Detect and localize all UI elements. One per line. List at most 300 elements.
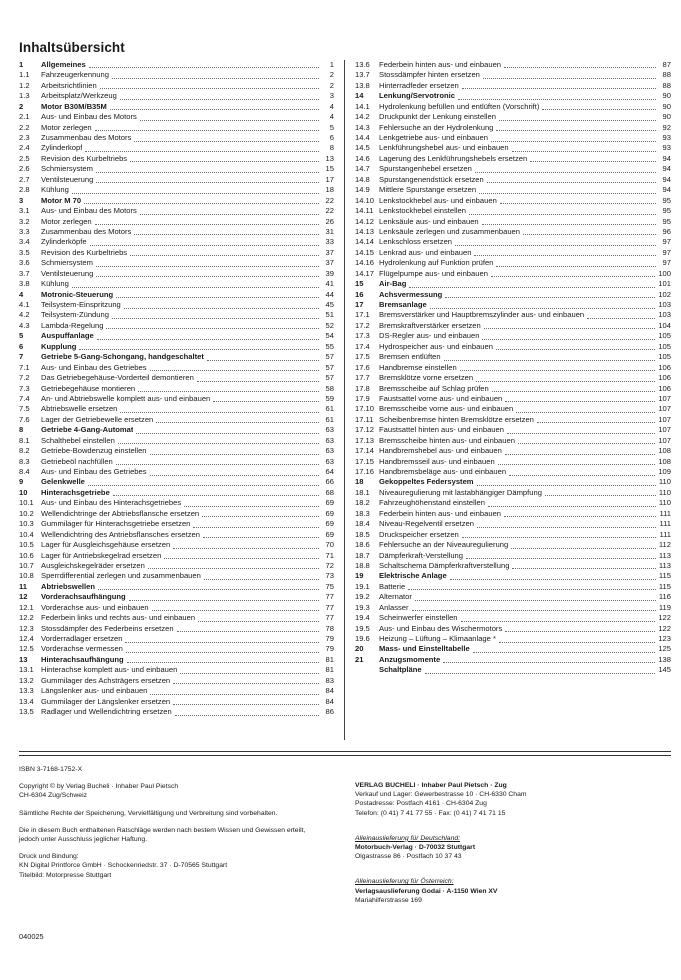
toc-entry-page: 94 [662,153,671,163]
toc-dot-leader [415,600,656,601]
toc-entry-page: 81 [325,665,334,675]
toc-dot-leader [504,67,656,68]
toc-dot-leader [138,391,319,392]
toc-dot-leader [512,568,655,569]
toc-entry-title: Handbremsbeläge aus- und einbauen [379,467,507,477]
toc-entry-number: 17.13 [355,435,375,445]
toc-entry-page: 93 [662,143,671,153]
toc-entry [19,290,334,300]
toc-entry-title: Achsvermessung [379,289,443,299]
toc-entry-page: 107 [658,404,671,414]
toc-dot-leader [173,704,319,705]
toc-entry-page: 8 [329,143,334,153]
toc-entry-page: 90 [662,101,671,111]
toc-entry [355,624,671,634]
toc-entry-number: 3.4 [19,237,30,247]
toc-entry-number: 13.8 [355,80,370,90]
toc-entry [355,112,671,122]
toc-entry-title: Bremsverstärker und Hauptbremszylinder aus- und einbauen [379,310,585,320]
toc-entry [355,227,671,237]
publisher-name: VERLAG BUCHELI · Inhaber Paul Pietsch · Zug [355,782,507,789]
toc-dot-leader [512,151,656,152]
toc-entry-number: 2 [19,101,24,111]
toc-entry [355,634,671,644]
toc-entry [19,582,334,592]
toc-entry-title: Faustsattel vorne aus- und einbauen [379,393,503,403]
toc-entry-title: Aus- und Einbau des Hinterachsgetriebes [41,498,182,508]
toc-entry-number: 2.8 [19,185,30,195]
toc-entry-number: 17.4 [355,341,370,351]
toc-entry-page: 41 [325,279,334,289]
column-divider [344,60,345,740]
toc-entry-title: Vorderradlager ersetzen [41,634,123,644]
toc-dot-leader [488,506,656,507]
toc-dot-leader [425,673,656,674]
toc-dot-leader [412,610,656,611]
postal-address: Postadresse: Postfach 4161 · CH-6304 Zug [355,800,487,808]
toc-dot-leader [492,391,656,392]
toc-dot-leader [458,99,656,100]
toc-dot-leader [136,433,319,434]
toc-entry-number: 17.6 [355,362,370,372]
toc-entry-page: 123 [658,634,671,644]
toc-dot-leader [445,297,655,298]
toc-dot-leader [542,109,656,110]
toc-dot-leader [112,318,319,319]
toc-entry-title: Aus- und Einbau des Getriebes [41,467,147,477]
toc-dot-leader [193,527,319,528]
toc-dot-leader [90,245,319,246]
imprint-right [355,781,675,905]
toc-entry-title: Hinterachsgetriebe [41,487,110,497]
toc-entry-page: 5 [329,122,334,132]
toc-entry-number: 8.4 [19,467,30,477]
toc-entry-title: Handbremshebel aus- und einbauen [379,446,502,456]
germany-label: Alleinauslieferung für Deutschland: [355,834,461,842]
toc-entry-page: 3 [329,91,334,101]
toc-entry-page: 72 [325,560,334,570]
toc-entry-page: 51 [325,310,334,320]
toc-entry-title: Scheibenbremse hinten Bremsklötze ersetzen [379,414,534,424]
toc-entry [355,613,671,623]
toc-entry-page: 110 [658,477,671,487]
toc-entry [19,707,334,717]
toc-dot-leader [587,318,655,319]
toc-entry-title: Ausgleichskegelräder ersetzen [41,560,145,570]
toc-entry-page: 86 [325,707,334,717]
toc-entry-page: 94 [662,174,671,184]
printer: KN Digital Printforce GmbH · Schockenriedstr. 37 · D-70565 Stuttgart [19,862,228,870]
toc-entry-number: 2.5 [19,153,30,163]
toc-dot-leader [110,109,319,110]
toc-entry-number: 2.7 [19,174,30,184]
toc-entry-number: 6 [19,341,24,351]
toc-entry-number: 12.2 [19,613,34,623]
toc-dot-leader [89,67,319,68]
toc-entry-page: 108 [658,446,671,456]
phone-fax: Telefon: (0 41) 7 41 77 55 · Fax: (0 41) 7 41 71 15 [355,809,506,817]
austria-label: Alleinauslieferung für Österreich: [355,878,454,886]
toc-entry-page: 77 [325,592,334,602]
toc-entry [355,519,671,529]
toc-dot-leader [409,287,655,288]
toc-entry-number: 18 [355,477,364,487]
toc-dot-leader [173,548,319,549]
toc-entry [355,457,671,467]
toc-entry-number: 14.2 [355,112,370,122]
isbn: ISBN 3-7168-1752-X [19,766,83,773]
toc-entry-page: 70 [325,540,334,550]
toc-entry-title: Zusammenbau des Motors [41,133,132,143]
toc-entry-title: Bremsscheibe vorne aus- und einbauen [379,404,514,414]
toc-entry-title: Motor B30M/B35M [41,101,107,111]
toc-entry [355,530,671,540]
toc-dot-leader [127,662,319,663]
toc-entry-page: 77 [325,613,334,623]
toc-entry-page: 145 [658,665,671,675]
toc-entry [355,311,671,321]
toc-entry [355,363,671,373]
toc-entry-title: Lenksäule zerlegen und zusammenbauen [379,226,521,236]
toc-entry-number: 3.3 [19,226,30,236]
toc-entry-title: Scheinwerfer einstellen [379,613,458,623]
toc-entry-page: 115 [658,581,671,591]
toc-entry-page: 108 [658,456,671,466]
toc-entry-title: Revision des Kurbeltriebs [41,153,128,163]
toc-entry [355,342,671,352]
toc-entry-number: 3.7 [19,268,30,278]
toc-entry-page: 100 [658,268,671,278]
toc-entry-number: 18.8 [355,560,370,570]
toc-entry-title: Lambda-Regelung [41,320,104,330]
toc-entry-number: 9 [19,477,24,487]
toc-entry-title: Flügelpumpe aus- und einbauen [379,268,488,278]
toc-entry-page: 2 [329,80,334,90]
toc-entry-page: 52 [325,320,334,330]
toc-entry [355,70,671,80]
toc-entry [355,248,671,258]
toc-entry-page: 69 [325,508,334,518]
toc-entry-title: Lenksäule aus- und einbauen [379,216,479,226]
toc-entry-page: 69 [325,498,334,508]
toc-right-column [355,60,671,676]
toc-entry-title: Gummilager für Hinterachsgetriebe ersetzen [41,519,191,529]
toc-entry-page: 122 [658,623,671,633]
toc-dot-leader [140,120,319,121]
toc-entry [19,373,334,383]
toc-entry-title: Arbeitsplatz/Werkzeug [41,91,117,101]
toc-dot-leader [134,141,319,142]
toc-entry [19,478,334,488]
toc-dot-leader [482,339,655,340]
toc-entry-number: 18.3 [355,508,370,518]
toc-dot-leader [125,642,319,643]
toc-entry [355,60,671,70]
toc-entry [355,154,671,164]
toc-entry-number: 8 [19,425,24,435]
toc-entry-page: 94 [662,164,671,174]
toc-entry [355,446,671,456]
toc-entry-number: 7.3 [19,383,30,393]
toc-entry-number: 3.1 [19,206,30,216]
toc-entry-number: 14.12 [355,216,375,226]
toc-entry [19,81,334,91]
toc-entry-page: 55 [325,341,334,351]
toc-entry-title: An- und Abtriebswelle komplett aus- und einbauen [41,393,211,403]
toc-entry-title: Wellendichtring des Antriebsflansches ersetzen [41,529,200,539]
toc-entry-number: 13.4 [19,696,34,706]
toc-entry [19,467,334,477]
toc-entry [355,237,671,247]
toc-entry-number: 3.6 [19,258,30,268]
toc-entry-number: 20 [355,644,364,654]
toc-entry-number: 17.8 [355,383,370,393]
toc-entry-page: 107 [658,425,671,435]
toc-entry-number: 7.4 [19,393,30,403]
toc-dot-leader [474,255,656,256]
toc-entry [355,540,671,550]
toc-entry-number: 13.2 [19,675,34,685]
toc-entry-page: 73 [325,571,334,581]
toc-entry-number: 3.2 [19,216,30,226]
toc-entry-number: 12.5 [19,644,34,654]
toc-entry-page: 61 [325,414,334,424]
toc-entry-number: 10.3 [19,519,34,529]
toc-entry-title: Air-Bag [379,279,407,289]
toc-entry-title: Federbein hinten aus- und einbauen [379,508,502,518]
toc-entry [19,613,334,623]
toc-dot-leader [164,558,319,559]
toc-entry-title: Vorderachse vermessen [41,644,123,654]
toc-dot-leader [473,652,656,653]
toc-entry [355,467,671,477]
toc-dot-leader [95,224,319,225]
toc-dot-leader [84,203,319,204]
toc-entry-number: 10.5 [19,540,34,550]
toc-entry-title: Wellendichtringe der Abtriebsflansche ersetzen [41,508,200,518]
toc-entry-number: 14.14 [355,237,375,247]
toc-entry [355,655,671,665]
toc-entry-number: 14.7 [355,164,370,174]
toc-entry [355,665,671,675]
toc-entry [355,331,671,341]
toc-entry-number: 18.4 [355,519,370,529]
toc-entry-page: 111 [659,519,671,529]
toc-entry-title: Hydrospeicher aus- und einbauen [379,341,493,351]
toc-entry-title: Allgemeines [41,59,86,69]
toc-entry [19,446,334,456]
toc-entry-page: 110 [658,498,671,508]
toc-entry [19,102,334,112]
toc-entry-title: Getriebegehäuse montieren [41,383,136,393]
toc-dot-leader [202,516,319,517]
toc-entry-title: Teilsystem-Einspritzung [41,300,121,310]
toc-entry-number: 14.15 [355,247,375,257]
toc-entry-page: 63 [325,435,334,445]
toc-entry-number: 19.6 [355,634,370,644]
toc-entry-number: 8.1 [19,435,30,445]
toc-entry-title: Gummilager der Längslenker ersetzen [41,696,171,706]
toc-entry [355,571,671,581]
toc-dot-leader [213,401,319,402]
toc-dot-leader [120,412,319,413]
toc-entry-title: Mittlere Spurstange ersetzen [379,185,477,195]
toc-entry-page: 95 [662,216,671,226]
toc-entry-page: 33 [325,237,334,247]
toc-entry-number: 11 [19,581,28,591]
toc-entry-title: Lenkschloss ersetzen [379,237,453,247]
toc-entry-title: Lenkstockhebel einstellen [379,206,466,216]
toc-entry-page: 26 [325,216,334,226]
toc-entry-page: 107 [658,393,671,403]
toc-entry-number: 17.16 [355,467,375,477]
toc-entry-number: 13 [19,654,28,664]
toc-entry [355,603,671,613]
toc-entry [355,425,671,435]
toc-entry-page: 37 [325,258,334,268]
toc-entry [19,70,334,80]
toc-entry-page: 88 [662,70,671,80]
toc-entry-title: Teilsystem-Zündung [41,310,109,320]
toc-dot-leader [462,537,656,538]
toc-entry-title: Abtriebswelle ersetzen [41,404,118,414]
toc-dot-leader [476,381,655,382]
toc-entry-title: Motor M 70 [41,195,82,205]
toc-entry [355,509,671,519]
toc-dot-leader [130,255,319,256]
toc-dot-leader [505,454,655,455]
toc-entry-number: 19.4 [355,613,370,623]
toc-entry-title: Druckspeicher ersetzen [379,529,459,539]
toc-entry-number: 7.6 [19,414,30,424]
toc-entry-number: 4.2 [19,310,30,320]
toc-entry [19,655,334,665]
toc-entry-page: 83 [325,675,334,685]
toc-entry-title: Niveauregulierung mit lastabhängiger Dämpfung [379,487,542,497]
toc-entry-title: Kupplung [41,341,77,351]
toc-entry-page: 45 [325,300,334,310]
toc-entry-title: Fehlersuche an der Hydrolenkung [379,122,494,132]
toc-entry [355,81,671,91]
toc-entry-page: 59 [325,393,334,403]
toc-entry-number: 14.11 [355,206,374,216]
toc-dot-leader [88,485,319,486]
toc-dot-leader [96,182,319,183]
imprint-left [19,765,339,880]
toc-entry-page: 125 [658,644,671,654]
toc-entry-page: 63 [325,446,334,456]
cover-credit: Titelbild: Motorpresse Stuttgart [19,871,112,879]
toc-entry [19,571,334,581]
toc-dot-leader [450,579,656,580]
toc-entry-page: 90 [662,112,671,122]
toc-dot-leader [477,485,656,486]
toc-dot-leader [460,370,656,371]
copyright-line-2: CH-6304 Zug/Schweiz [19,792,87,800]
toc-dot-leader [150,475,319,476]
toc-entry-title: Bremsscheibe hinten aus- und einbauen [379,435,515,445]
toc-entry-page: 97 [662,258,671,268]
toc-entry-number: 7.1 [19,362,30,372]
toc-entry [19,227,334,237]
toc-entry-number: 2.3 [19,133,30,143]
toc-entry [19,384,334,394]
toc-entry [19,311,334,321]
toc-entry-page: 57 [325,352,334,362]
toc-entry-title: Federbein hinten aus- und einbauen [379,59,502,69]
toc-entry-page: 2 [329,70,334,80]
print-label: Druck und Bindung: [19,853,79,861]
toc-entry-number: 17 [355,300,364,310]
toc-entry [355,217,671,227]
toc-entry-title: Fehlersuche an der Niveauregulierung [379,540,509,550]
toc-entry [19,676,334,686]
toc-entry-page: 119 [658,602,671,612]
toc-dot-leader [511,548,656,549]
toc-entry [355,258,671,268]
toc-entry-title: Hinterachse komplett aus- und einbauen [41,665,178,675]
toc-dot-leader [499,642,655,643]
toc-dot-leader [148,568,319,569]
toc-entry-title: Stossdämpfer hinten ersetzen [379,70,480,80]
toc-dot-leader [461,621,656,622]
toc-entry-page: 96 [662,226,671,236]
toc-entry-title: Stossdämpfer des Federbeins ersetzen [41,623,174,633]
toc-entry [355,321,671,331]
toc-entry-page: 71 [325,550,334,560]
toc-dot-leader [95,130,319,131]
toc-entry-number: 1 [19,59,24,69]
toc-dot-leader [106,328,319,329]
toc-entry-number: 4.3 [19,320,30,330]
toc-entry [19,331,334,341]
toc-dot-leader [204,579,319,580]
toc-entry [19,363,334,373]
toc-entry-page: 84 [325,696,334,706]
toc-entry [355,91,671,101]
toc-entry-page: 44 [325,289,334,299]
toc-entry-page: 68 [325,487,334,497]
toc-entry-page: 22 [325,206,334,216]
toc-dot-leader [507,433,655,434]
toc-entry-number: 7 [19,352,24,362]
toc-entry-title: Fahrzeugerkennung [41,70,109,80]
toc-entry-title: Lager der Getriebewelle ersetzen [41,414,154,424]
toc-entry-number: 18.2 [355,498,370,508]
austria-distributor: Verlagsauslieferung Godai · A-1150 Wien XV [355,887,498,895]
toc-entry-number: 10.6 [19,550,34,560]
toc-entry-number: 1.3 [19,91,30,101]
toc-dot-leader [116,297,319,298]
toc-entry-title: Lager für Antriebskegelrad ersetzen [41,550,162,560]
toc-entry-page: 107 [658,414,671,424]
toc-entry-page: 107 [658,435,671,445]
toc-entry-page: 69 [325,529,334,539]
toc-entry-page: 92 [662,122,671,132]
toc-entry [19,665,334,675]
toc-entry [19,144,334,154]
toc-entry [19,498,334,508]
toc-dot-leader [496,130,656,131]
toc-entry-page: 1 [329,59,334,69]
toc-entry-page: 95 [662,195,671,205]
toc-entry [19,404,334,414]
toc-entry-page: 116 [658,592,671,602]
toc-dot-leader [491,276,655,277]
toc-entry-title: Schalthebel einstellen [41,435,115,445]
toc-entry [355,561,671,571]
toc-dot-leader [184,506,319,507]
